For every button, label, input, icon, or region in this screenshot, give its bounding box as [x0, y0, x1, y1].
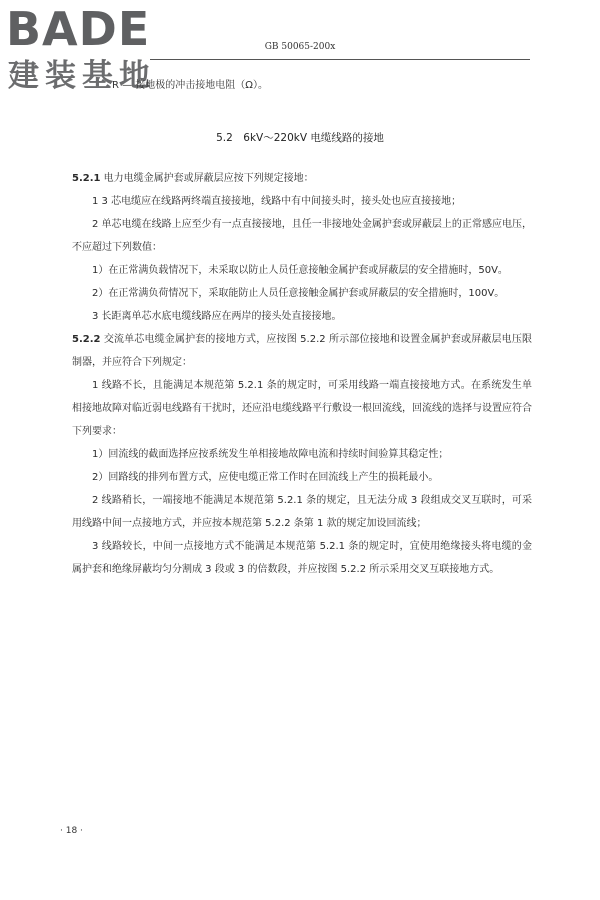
formula-note: R — 接地极的冲击接地电阻（Ω）。	[112, 80, 268, 91]
list-item: 2）回路线的排列布置方式，应使电缆正常工作时在回流线上产生的损耗最小。	[92, 472, 439, 483]
list-item: 2 单芯电缆在线路上应至少有一点直接接地，且任一非接地处金属护套或屏蔽层上的正常感应电压，不应超过下列数值：	[72, 219, 532, 253]
page-number: · 18 ·	[60, 826, 83, 836]
body-content	[72, 167, 532, 581]
list-item: 1）回流线的截面选择应按系统发生单相接地故障电流和持续时间验算其稳定性；	[92, 449, 449, 460]
list-item: 1 3 芯电缆应在线路两终端直接接地，线路中有中间接头时，接头处也应直接接地；	[92, 196, 462, 207]
list-item: 2 线路稍长，一端接地不能满足本规范第 5.2.1 条的规定，且无法分成 3 段组成交叉互联时，可采用线路中间一点接地方式，并应按本规范第 5.2.2 条第 1 款的规定加设回流线；	[72, 495, 532, 529]
section-title: 5.2 6kV～220kV 电缆线路的接地	[216, 132, 384, 144]
clause-number: 5.2.1	[72, 173, 101, 184]
standard-code: GB 50065-200x	[264, 42, 336, 52]
clause-number: 5.2.2	[72, 334, 101, 345]
clause-5-2-2	[72, 328, 532, 374]
list-item: 3 长距离单芯水底电缆线路应在两岸的接头处直接接地。	[92, 311, 342, 322]
logo-brand-text: BADE	[6, 2, 151, 56]
clause-5-2-1	[72, 167, 532, 190]
list-item: 1 线路不长，且能满足本规范第 5.2.1 条的规定时，可采用线路一端直接接地方式。在系统发生单相接地故障对临近弱电线路有干扰时，还应沿电缆线路平行敷设一根回流线，回流线的选择与设置应符合下列要求：	[72, 380, 532, 437]
clause-text: 交流单芯电缆金属护套的接地方式，应按图 5.2.2 所示部位接地和设置金属护套或屏蔽层电压限制器，并应符合下列规定：	[72, 334, 532, 368]
header-divider	[150, 59, 530, 60]
list-item: 3 线路较长，中间一点接地方式不能满足本规范第 5.2.1 条的规定时，宜使用绝缘接头将电缆的金属护套和绝缘屏蔽均匀分割成 3 段或 3 的倍数段，并应按图 5.2.2 所示采用交叉互联接地方式。	[72, 541, 532, 575]
list-item: 2）在正常满负荷情况下，采取能防止人员任意接触金属护套或屏蔽层的安全措施时，100V。	[92, 288, 505, 299]
list-item: 1）在正常满负载情况下，未采取以防止人员任意接触金属护套或屏蔽层的安全措施时，50V。	[92, 265, 508, 276]
clause-text: 电力电缆金属护套或屏蔽层应按下列规定接地：	[103, 173, 314, 184]
logo-subtitle-text: 建装基地	[8, 58, 156, 94]
